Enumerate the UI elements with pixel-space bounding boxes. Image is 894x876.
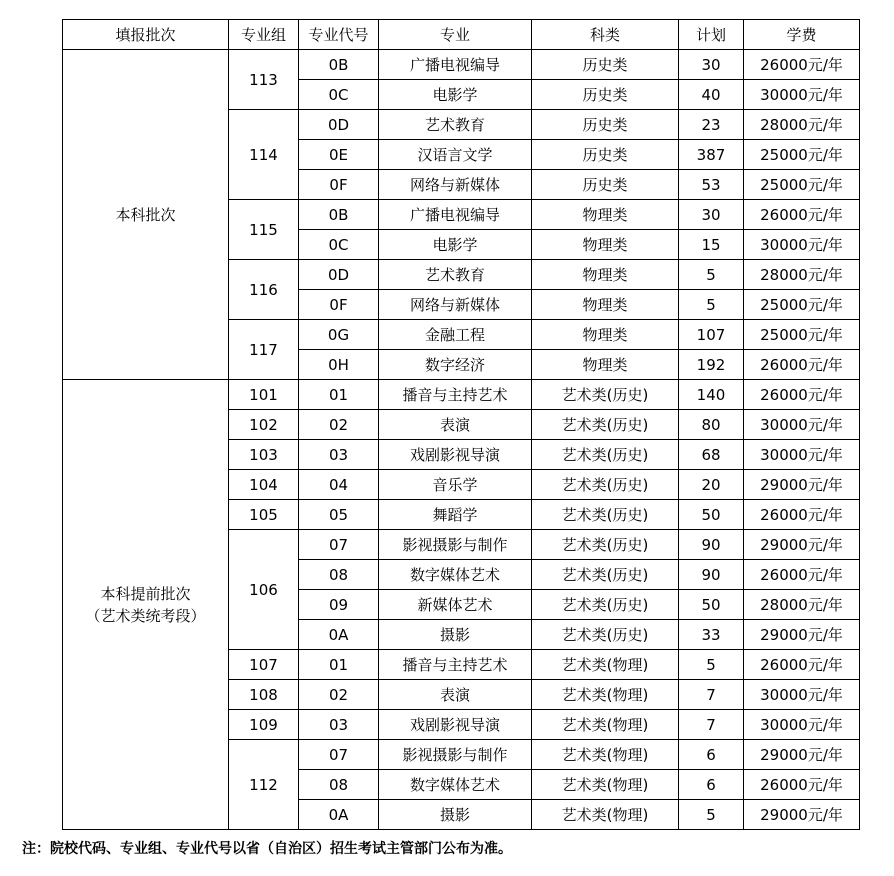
fee-cell: 25000元/年 — [744, 290, 860, 320]
code-cell: 08 — [299, 560, 379, 590]
category-cell: 艺术类(物理) — [532, 710, 679, 740]
category-cell: 历史类 — [532, 110, 679, 140]
code-cell: 01 — [299, 380, 379, 410]
fee-cell: 26000元/年 — [744, 500, 860, 530]
fee-cell: 26000元/年 — [744, 50, 860, 80]
plan-cell: 5 — [679, 290, 744, 320]
code-cell: 01 — [299, 650, 379, 680]
plan-cell: 50 — [679, 500, 744, 530]
code-cell: 0C — [299, 230, 379, 260]
category-cell: 艺术类(历史) — [532, 530, 679, 560]
code-cell: 0D — [299, 260, 379, 290]
group-cell: 105 — [229, 500, 299, 530]
code-cell: 0G — [299, 320, 379, 350]
batch-name-line: （艺术类统考段） — [85, 606, 206, 625]
code-cell: 03 — [299, 440, 379, 470]
category-cell: 艺术类(历史) — [532, 620, 679, 650]
plan-cell: 140 — [679, 380, 744, 410]
major-cell: 表演 — [379, 680, 532, 710]
header-row — [63, 20, 860, 50]
category-cell: 艺术类(物理) — [532, 680, 679, 710]
plan-cell: 6 — [679, 770, 744, 800]
category-cell: 物理类 — [532, 350, 679, 380]
major-cell: 播音与主持艺术 — [379, 650, 532, 680]
group-cell: 113 — [229, 50, 299, 110]
code-cell: 02 — [299, 680, 379, 710]
batch-cell — [63, 380, 229, 830]
group-cell: 116 — [229, 260, 299, 320]
major-cell: 广播电视编导 — [379, 50, 532, 80]
header-category: 科类 — [532, 20, 679, 50]
code-cell: 05 — [299, 500, 379, 530]
category-cell: 艺术类(历史) — [532, 440, 679, 470]
fee-cell: 25000元/年 — [744, 320, 860, 350]
fee-cell: 30000元/年 — [744, 410, 860, 440]
major-cell: 新媒体艺术 — [379, 590, 532, 620]
batch-name-line: 本科提前批次 — [100, 584, 191, 603]
category-cell: 历史类 — [532, 140, 679, 170]
fee-cell: 26000元/年 — [744, 350, 860, 380]
fee-cell: 28000元/年 — [744, 590, 860, 620]
major-cell: 影视摄影与制作 — [379, 740, 532, 770]
fee-cell: 25000元/年 — [744, 140, 860, 170]
plan-cell: 5 — [679, 260, 744, 290]
major-cell: 播音与主持艺术 — [379, 380, 532, 410]
category-cell: 历史类 — [532, 80, 679, 110]
category-cell: 艺术类(物理) — [532, 740, 679, 770]
header-code: 专业代号 — [299, 20, 379, 50]
code-cell: 0A — [299, 620, 379, 650]
fee-cell: 30000元/年 — [744, 80, 860, 110]
fee-cell: 26000元/年 — [744, 200, 860, 230]
code-cell: 07 — [299, 740, 379, 770]
category-cell: 物理类 — [532, 260, 679, 290]
fee-cell: 29000元/年 — [744, 620, 860, 650]
major-cell: 数字媒体艺术 — [379, 770, 532, 800]
category-cell: 物理类 — [532, 290, 679, 320]
major-cell: 艺术教育 — [379, 110, 532, 140]
header-fee: 学费 — [744, 20, 860, 50]
code-cell: 0B — [299, 50, 379, 80]
batch-name-line: 本科批次 — [115, 205, 176, 224]
group-cell: 101 — [229, 380, 299, 410]
major-cell: 表演 — [379, 410, 532, 440]
code-cell: 08 — [299, 770, 379, 800]
code-cell: 07 — [299, 530, 379, 560]
major-cell: 摄影 — [379, 800, 532, 830]
group-cell: 109 — [229, 710, 299, 740]
plan-cell: 53 — [679, 170, 744, 200]
category-cell: 物理类 — [532, 320, 679, 350]
group-cell: 103 — [229, 440, 299, 470]
group-cell: 115 — [229, 200, 299, 260]
code-cell: 03 — [299, 710, 379, 740]
plan-cell: 107 — [679, 320, 744, 350]
category-cell: 艺术类(历史) — [532, 560, 679, 590]
code-cell: 09 — [299, 590, 379, 620]
fee-cell: 26000元/年 — [744, 380, 860, 410]
group-cell: 112 — [229, 740, 299, 830]
plan-cell: 30 — [679, 200, 744, 230]
group-cell: 102 — [229, 410, 299, 440]
category-cell: 历史类 — [532, 50, 679, 80]
fee-cell: 30000元/年 — [744, 440, 860, 470]
category-cell: 历史类 — [532, 170, 679, 200]
plan-cell: 5 — [679, 650, 744, 680]
code-cell: 0E — [299, 140, 379, 170]
fee-cell: 25000元/年 — [744, 170, 860, 200]
major-cell: 网络与新媒体 — [379, 170, 532, 200]
plan-cell: 50 — [679, 590, 744, 620]
major-cell: 金融工程 — [379, 320, 532, 350]
fee-cell: 29000元/年 — [744, 530, 860, 560]
code-cell: 0F — [299, 170, 379, 200]
plan-cell: 5 — [679, 800, 744, 830]
plan-cell: 68 — [679, 440, 744, 470]
footnote: 注：院校代码、专业组、专业代号以省（自治区）招生考试主管部门公布为准。 — [22, 841, 512, 857]
major-cell: 网络与新媒体 — [379, 290, 532, 320]
plan-cell: 6 — [679, 740, 744, 770]
header-plan: 计划 — [679, 20, 744, 50]
group-cell: 106 — [229, 530, 299, 650]
admission-plan-table — [62, 19, 860, 830]
group-cell: 108 — [229, 680, 299, 710]
group-cell: 104 — [229, 470, 299, 500]
code-cell: 0A — [299, 800, 379, 830]
header-group: 专业组 — [229, 20, 299, 50]
major-cell: 数字媒体艺术 — [379, 560, 532, 590]
table-row — [63, 380, 860, 410]
plan-cell: 387 — [679, 140, 744, 170]
plan-cell: 40 — [679, 80, 744, 110]
code-cell: 02 — [299, 410, 379, 440]
major-cell: 电影学 — [379, 230, 532, 260]
category-cell: 艺术类(历史) — [532, 380, 679, 410]
fee-cell: 29000元/年 — [744, 470, 860, 500]
major-cell: 影视摄影与制作 — [379, 530, 532, 560]
plan-cell: 7 — [679, 680, 744, 710]
category-cell: 艺术类(历史) — [532, 590, 679, 620]
plan-cell: 15 — [679, 230, 744, 260]
code-cell: 0B — [299, 200, 379, 230]
fee-cell: 29000元/年 — [744, 800, 860, 830]
group-cell: 107 — [229, 650, 299, 680]
major-cell: 艺术教育 — [379, 260, 532, 290]
plan-cell: 80 — [679, 410, 744, 440]
fee-cell: 30000元/年 — [744, 680, 860, 710]
fee-cell: 28000元/年 — [744, 110, 860, 140]
category-cell: 艺术类(历史) — [532, 410, 679, 440]
plan-cell: 90 — [679, 530, 744, 560]
major-cell: 电影学 — [379, 80, 532, 110]
code-cell: 0C — [299, 80, 379, 110]
plan-cell: 23 — [679, 110, 744, 140]
fee-cell: 30000元/年 — [744, 230, 860, 260]
fee-cell: 30000元/年 — [744, 710, 860, 740]
group-cell: 117 — [229, 320, 299, 380]
fee-cell: 26000元/年 — [744, 560, 860, 590]
plan-cell: 7 — [679, 710, 744, 740]
code-cell: 0D — [299, 110, 379, 140]
category-cell: 物理类 — [532, 200, 679, 230]
plan-cell: 33 — [679, 620, 744, 650]
table-row — [63, 50, 860, 80]
category-cell: 艺术类(历史) — [532, 470, 679, 500]
batch-cell — [63, 50, 229, 380]
code-cell: 04 — [299, 470, 379, 500]
major-cell: 音乐学 — [379, 470, 532, 500]
header-batch: 填报批次 — [63, 20, 229, 50]
fee-cell: 28000元/年 — [744, 260, 860, 290]
major-cell: 数字经济 — [379, 350, 532, 380]
plan-cell: 30 — [679, 50, 744, 80]
plan-cell: 90 — [679, 560, 744, 590]
fee-cell: 29000元/年 — [744, 740, 860, 770]
major-cell: 广播电视编导 — [379, 200, 532, 230]
group-cell: 114 — [229, 110, 299, 200]
header-major: 专业 — [379, 20, 532, 50]
major-cell: 戏剧影视导演 — [379, 440, 532, 470]
fee-cell: 26000元/年 — [744, 650, 860, 680]
category-cell: 艺术类(物理) — [532, 800, 679, 830]
major-cell: 汉语言文学 — [379, 140, 532, 170]
major-cell: 摄影 — [379, 620, 532, 650]
table-body — [63, 50, 860, 830]
plan-cell: 192 — [679, 350, 744, 380]
category-cell: 物理类 — [532, 230, 679, 260]
major-cell: 舞蹈学 — [379, 500, 532, 530]
code-cell: 0H — [299, 350, 379, 380]
fee-cell: 26000元/年 — [744, 770, 860, 800]
category-cell: 艺术类(历史) — [532, 500, 679, 530]
category-cell: 艺术类(物理) — [532, 770, 679, 800]
plan-cell: 20 — [679, 470, 744, 500]
code-cell: 0F — [299, 290, 379, 320]
major-cell: 戏剧影视导演 — [379, 710, 532, 740]
category-cell: 艺术类(物理) — [532, 650, 679, 680]
